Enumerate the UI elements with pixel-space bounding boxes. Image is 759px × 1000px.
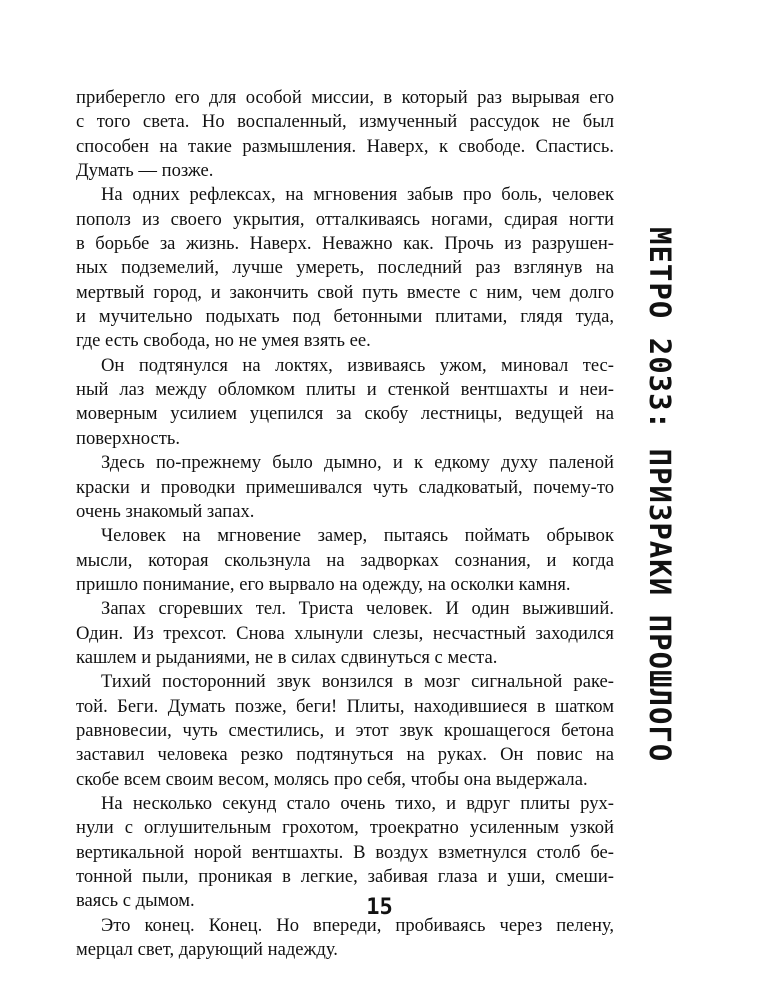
- text-line: где есть свобода, но не умея взять ее.: [76, 330, 371, 352]
- text-line: Здесь по-прежнему было дымно, и к едкому духу паленой: [101, 452, 614, 474]
- text-line: Запах сгоревших тел. Триста человек. И один выживший.: [101, 598, 614, 620]
- text-line: На несколько секунд стало очень тихо, и вдруг плиты рух-: [101, 792, 614, 814]
- text-line: ных подземелий, лучше умереть, последний раз взглянув на: [76, 257, 614, 279]
- text-line: способен на такие размышления. Наверх, к свободе. Спастись.: [76, 135, 614, 157]
- running-head: [640, 227, 680, 763]
- text-line: в борьбе за жизнь. Наверх. Неважно как. Прочь из разрушен-: [76, 233, 614, 255]
- text-line: вертикальной норой вентшахты. В воздух взметнулся столб бе-: [76, 841, 614, 863]
- text-line: ный лаз между обломком плиты и стенкой вентшахты и неи-: [76, 379, 614, 401]
- text-line: пополз из своего укрытия, отталкиваясь ногами, сдирая ногти: [76, 208, 614, 230]
- text-line: Один. Из трехсот. Снова хлынули слезы, несчастный заходился: [76, 622, 614, 644]
- text-line: мертвый город, и закончить свой путь вместе с ним, чем долго: [76, 281, 614, 303]
- text-line: Он подтянулся на локтях, извиваясь ужом, миновал тес-: [101, 354, 614, 376]
- text-line: с того света. Но воспаленный, измученный рассудок не был: [76, 111, 614, 133]
- text-line: пришло понимание, его вырвало на одежду, на осколки камня.: [76, 573, 571, 595]
- text-line: Думать — позже.: [76, 160, 214, 182]
- text-line: моверным усилием уцепился за скобу лестницы, ведущей на: [76, 403, 614, 425]
- text-line: скобе всем своим весом, молясь про себя, чтобы она выдержала.: [76, 768, 588, 790]
- text-line: мысли, которая скользнула на задворках сознания, и когда: [76, 549, 614, 571]
- page-number: 15: [366, 895, 393, 920]
- text-line: приберегло его для особой миссии, в который раз вырывая его: [76, 87, 614, 108]
- text-line: ваясь с дымом.: [76, 890, 195, 912]
- text-line: Это конец. Конец. Но впереди, пробиваясь через пелену,: [101, 914, 614, 936]
- text-line: тонной пыли, проникая в легкие, забивая глаза и уши, смеши-: [76, 866, 614, 887]
- body-text: [76, 86, 614, 962]
- text-line: поверхность.: [76, 427, 180, 449]
- text-line: Человек на мгновение замер, пытаясь поймать обрывок: [101, 525, 614, 547]
- text-line: краски и проводки примешивался чуть сладковатый, почему-то: [76, 476, 614, 498]
- running-head-title: МЕТРО 2033: ПРИЗРАКИ ПРОШЛОГО: [643, 227, 677, 763]
- text-line: кашлем и рыданиями, не в силах сдвинуться с места.: [76, 646, 498, 668]
- text-line: равновесии, чуть сместились, и этот звук крошащегося бетона: [76, 719, 614, 741]
- text-line: очень знакомый запах.: [76, 500, 255, 522]
- text-line: заставил человека резко подтянуться на руках. Он повис на: [76, 744, 614, 766]
- text-line: и мучительно подыхать под бетонными плитами, глядя туда,: [76, 306, 614, 328]
- text-line: Тихий посторонний звук вонзился в мозг сигнальной раке-: [101, 671, 614, 693]
- text-line: На одних рефлексах, на мгновения забыв про боль, человек: [101, 184, 614, 206]
- text-line: мерцал свет, дарующий надежду.: [76, 939, 338, 961]
- text-line: нули с оглушительным грохотом, троекратно усиленным узкой: [76, 817, 614, 839]
- text-line: той. Беги. Думать позже, беги! Плиты, находившиеся в шатком: [76, 695, 614, 717]
